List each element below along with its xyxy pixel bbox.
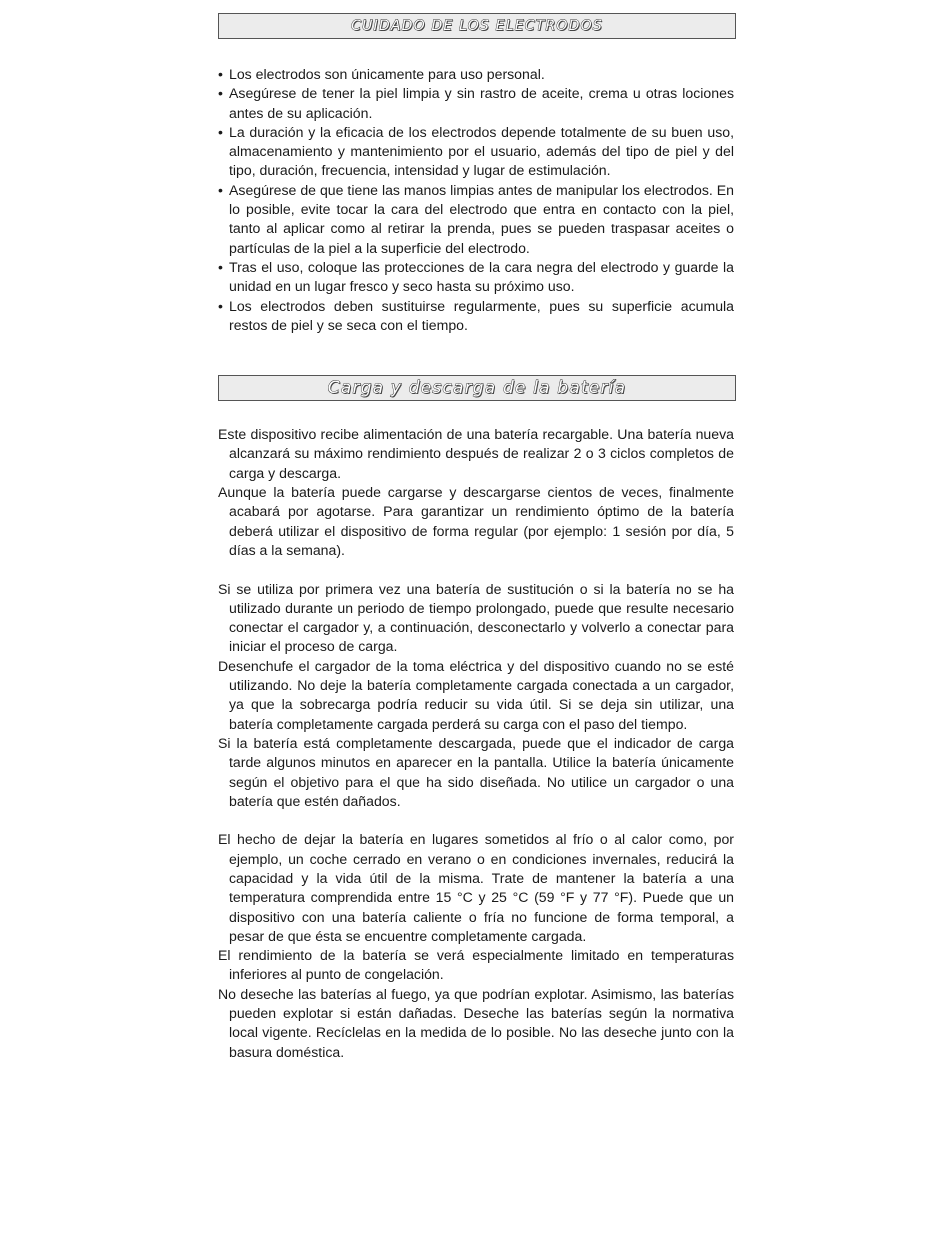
paragraph: Este dispositivo recibe alimentación de una batería recargable. Una batería nueva alcanzará su máximo rendimiento después de realizar 2 o 3 ciclos completos de carga y descarga. [218, 426, 734, 481]
list-item: • Tras el uso, coloque las protecciones de la cara negra del electrodo y guarde la unidad en un lugar fresco y seco hasta su próximo uso. [218, 258, 734, 297]
list-item: • Los electrodos son únicamente para uso personal. [218, 65, 734, 84]
section-title-electrodes: CUIDADO DE LOS ELECTRODOS [218, 13, 736, 39]
section-title-battery: Carga y descarga de la batería [218, 375, 736, 401]
electrode-care-list [218, 65, 734, 335]
paragraph-gap [218, 560, 734, 579]
list-item: • Los electrodos deben sustituirse regularmente, pues su superficie acumula restos de piel y se seca con el tiempo. [218, 297, 734, 336]
list-item: • Asegúrese de que tiene las manos limpias antes de manipular los electrodos. En lo posible, evite tocar la cara del electrodo que entra en contacto con la piel, tanto al aplicar como al retirar la prenda, pues se pueden traspasar aceites o partículas de la piel a la superficie del electrodo. [218, 181, 734, 258]
list-item: • Asegúrese de tener la piel limpia y sin rastro de aceite, crema u otras lociones antes de su aplicación. [218, 84, 734, 123]
paragraph: Desenchufe el cargador de la toma eléctrica y del dispositivo cuando no se esté utilizando. No deje la batería completamente cargada conectada a un cargador, ya que la sobrecarga podría reducir su vida útil. Si se deja sin utilizar, una batería completamente cargada perderá su carga con el paso del tiempo. [218, 657, 734, 732]
paragraph: El hecho de dejar la batería en lugares sometidos al frío o al calor como, por ejemplo, un coche cerrado en verano o en condiciones invernales, reducirá la capacidad y la vida útil de la misma. Trate de mantener la batería a una temperatura comprendida entre 15 °C y 25 °C (59 °F y 77 °F). Puede que un dispositivo con una batería caliente o fría no funcione de forma temporal, a pesar de que ésta se encuentre completamente cargada. [218, 831, 734, 944]
paragraph-gap [218, 811, 734, 830]
paragraph: No deseche las baterías al fuego, ya que podrían explotar. Asimismo, las baterías pueden explotar si están dañadas. Deseche las baterías según la normativa local vigente. Recíclelas en la medida de lo posible. No las deseche junto con la basura doméstica. [218, 985, 734, 1060]
paragraph: El rendimiento de la batería se verá especialmente limitado en temperaturas inferiores al punto de congelación. [218, 947, 734, 983]
paragraph: Si la batería está completamente descargada, puede que el indicador de carga tarde algunos minutos en aparecer en la pantalla. Utilice la batería únicamente según el objetivo para el que ha sido diseñada. No utilice un cargador o una batería que estén dañados. [218, 734, 734, 809]
battery-text [218, 425, 734, 1062]
document-page [218, 13, 734, 1062]
list-item: • La duración y la eficacia de los electrodos depende totalmente de su buen uso, almacenamiento y mantenimiento por el usuario, además del tipo de piel y del tipo, duración, frecuencia, intensidad y lugar de estimulación. [218, 123, 734, 181]
paragraph: Si se utiliza por primera vez una batería de sustitución o si la batería no se ha utilizado durante un periodo de tiempo prolongado, puede que resulte necesario conectar el cargador y, a continuación, desconectarlo y volverlo a conectar para iniciar el proceso de carga. [218, 580, 734, 655]
paragraph: Aunque la batería puede cargarse y descargarse cientos de veces, finalmente acabará por agotarse. Para garantizar un rendimiento óptimo de la batería deberá utilizar el dispositivo de forma regular (por ejemplo: 1 sesión por día, 5 días a la semana). [218, 484, 734, 558]
